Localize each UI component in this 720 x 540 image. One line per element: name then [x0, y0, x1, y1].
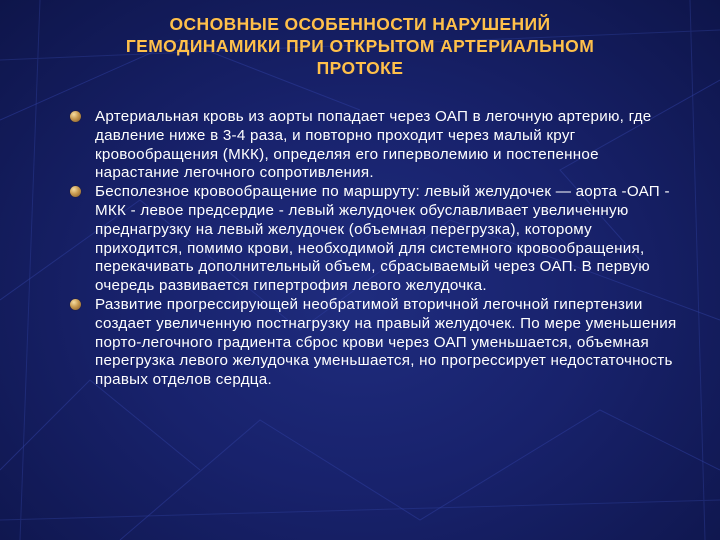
- slide-title: [40, 13, 680, 79]
- bullet-dot-icon: [70, 299, 81, 310]
- title-line-2: ГЕМОДИНАМИКИ ПРИ ОТКРЫТОМ АРТЕРИАЛЬНОМ: [125, 36, 595, 56]
- title-line-1: ОСНОВНЫЕ ОСОБЕННОСТИ НАРУШЕНИЙ: [169, 14, 551, 34]
- bullet-dot-icon: [70, 111, 81, 122]
- bullet-text-3: Развитие прогрессирующей необратимой вторичной легочной гипертензии создает увеличенную постнагрузку на правый желудочек. По мере уменьшения порто-легочного градиента сброс крови через ОАП уменьшается, объемная перегрузка левого желудочка уменьшается, но прогрессирует недостаточность правых отделов сердца.: [95, 295, 677, 389]
- title-line-3: ПРОТОКЕ: [316, 58, 404, 78]
- bullet-dot-icon: [70, 186, 81, 197]
- bullet-text-1: Артериальная кровь из аорты попадает через ОАП в легочную артерию, где давление ниже в 3-4 раза, и повторно проходит через малый круг кровообращения (МКК), определяя его гиперволемию и постепенное нарастание легочного сопротивления.: [95, 108, 652, 182]
- bullet-list: [70, 108, 678, 390]
- bullet-item-3: [70, 296, 678, 390]
- bullet-item-1: [70, 108, 678, 183]
- bullet-item-2: [70, 183, 678, 296]
- bullet-text-2: Бесполезное кровообращение по маршруту: левый желудочек — аорта -ОАП - МКК - левое предсердие - левый желудочек обуславливает увеличенную преднагрузку на левый желудочек (объемная перегрузка), которому приходится, помимо крови, необходимой для системного кровообращения, перекачивать дополнительный объем, сбрасываемый через ОАП. В первую очередь развивается гипертрофия левого желудочка.: [95, 183, 670, 295]
